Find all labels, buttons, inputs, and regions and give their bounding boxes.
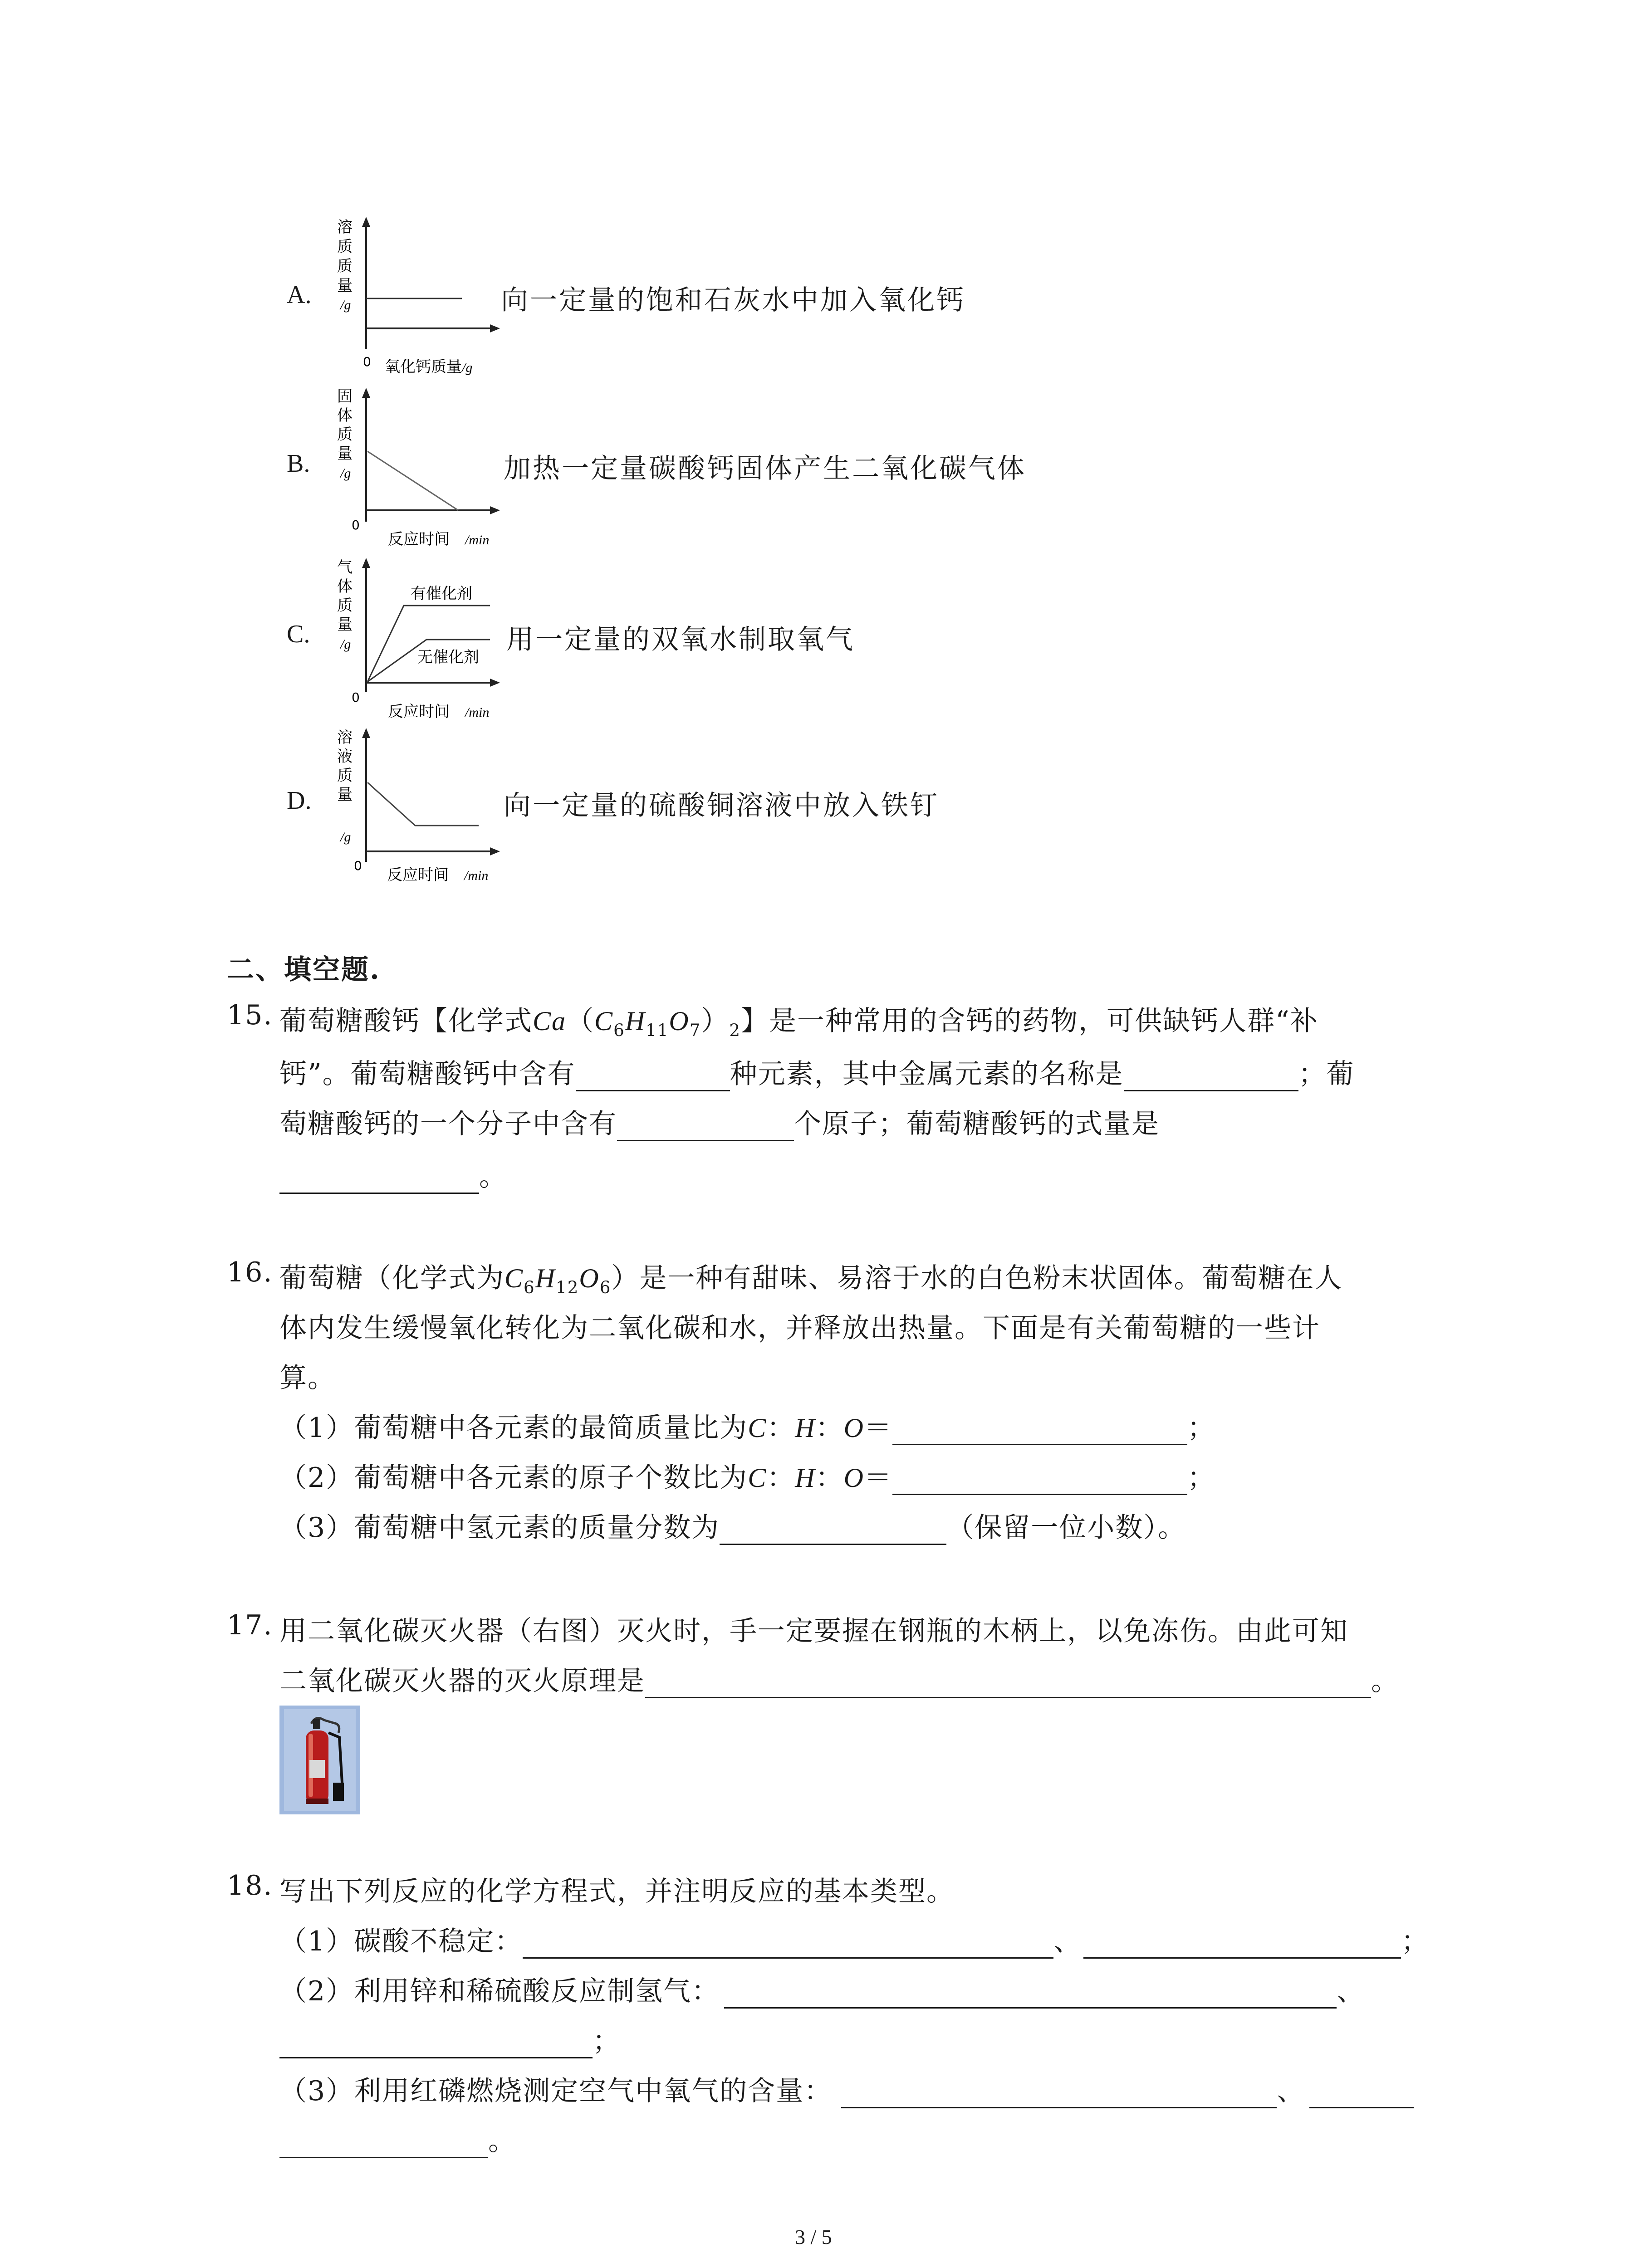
blank-formula-mass[interactable] <box>279 1164 479 1194</box>
svg-text:量: 量 <box>337 277 353 295</box>
question-number: 16. <box>227 1256 273 1288</box>
graph-c <box>318 553 508 735</box>
blank-element-count[interactable] <box>576 1062 730 1091</box>
blank-carbonic-acid-equation[interactable] <box>523 1929 1053 1959</box>
svg-text:体: 体 <box>337 577 353 596</box>
option-letter: B. <box>287 450 310 478</box>
x-axis-label: 氧化钙质量 <box>385 358 462 376</box>
blank-phosphorus-equation[interactable] <box>841 2079 1277 2108</box>
option-letter: C. <box>287 620 310 648</box>
svg-text:/g: /g <box>340 298 351 313</box>
curve-label-catalyst: 有催化剂 <box>411 585 472 603</box>
svg-text:质: 质 <box>337 767 353 785</box>
svg-text:质: 质 <box>337 257 353 275</box>
graph-b <box>318 383 508 560</box>
option-text: 向一定量的饱和石灰水中加入氧化钙 <box>501 284 965 316</box>
section-title: 二、填空题. <box>227 954 381 986</box>
svg-text:/g: /g <box>340 466 351 481</box>
svg-text:量: 量 <box>337 786 353 804</box>
blank-phosphorus-type[interactable] <box>279 2129 488 2158</box>
curve-label-no-catalyst: 无催化剂 <box>417 648 479 666</box>
fire-extinguisher-image <box>279 1706 360 1814</box>
svg-text:液: 液 <box>337 748 353 766</box>
svg-text:/min: /min <box>464 868 489 883</box>
graph-a <box>318 213 508 390</box>
x-axis-label: 反应时间 <box>387 866 449 884</box>
blank-carbonic-acid-type[interactable] <box>1083 1929 1401 1959</box>
blank-phosphorus-type-start[interactable] <box>1309 2079 1414 2108</box>
option-text: 用一定量的双氧水制取氧气 <box>506 624 855 655</box>
question-number: 17. <box>227 1609 273 1641</box>
y-axis-label-char: 溶 <box>337 218 353 236</box>
question-number: 15. <box>227 999 273 1031</box>
svg-text:0: 0 <box>354 858 362 873</box>
blank-mass-ratio[interactable] <box>892 1416 1187 1445</box>
blank-extinguish-principle[interactable] <box>645 1669 1371 1698</box>
graph-d <box>318 723 508 896</box>
svg-text:/g: /g <box>340 637 351 652</box>
svg-text:量: 量 <box>337 616 353 634</box>
option-letter: A. <box>287 281 312 309</box>
blank-atom-ratio[interactable] <box>892 1466 1187 1495</box>
svg-text:0: 0 <box>352 690 360 705</box>
blank-metal-name[interactable] <box>1124 1062 1298 1091</box>
page-number: 3 / 5 <box>795 2225 832 2248</box>
svg-text:量: 量 <box>337 445 353 463</box>
svg-text:质: 质 <box>337 596 353 615</box>
option-letter: D. <box>287 787 312 815</box>
svg-text:/g: /g <box>340 830 351 845</box>
svg-text:体: 体 <box>337 406 353 425</box>
question-number: 18. <box>227 1870 273 1901</box>
svg-text:气: 气 <box>337 558 353 577</box>
blank-hydrogen-fraction[interactable] <box>720 1515 946 1545</box>
svg-text:0: 0 <box>363 354 371 369</box>
option-text: 加热一定量碳酸钙固体产生二氧化碳气体 <box>504 453 1026 484</box>
x-axis-label: 反应时间 <box>388 703 450 721</box>
option-text: 向一定量的硫酸铜溶液中放入铁钉 <box>504 790 939 821</box>
blank-atom-count[interactable] <box>617 1112 794 1141</box>
svg-text:/min: /min <box>465 533 490 547</box>
svg-text:/g: /g <box>462 360 473 375</box>
svg-text:质: 质 <box>337 425 353 444</box>
svg-text:/min: /min <box>465 705 490 720</box>
svg-text:0: 0 <box>352 518 360 533</box>
svg-text:质: 质 <box>337 238 353 256</box>
svg-text:固: 固 <box>337 387 353 406</box>
svg-text:溶: 溶 <box>337 728 353 747</box>
blank-zinc-equation[interactable] <box>724 1979 1337 2009</box>
x-axis-label: 反应时间 <box>388 530 450 548</box>
blank-zinc-type[interactable] <box>279 2029 593 2058</box>
